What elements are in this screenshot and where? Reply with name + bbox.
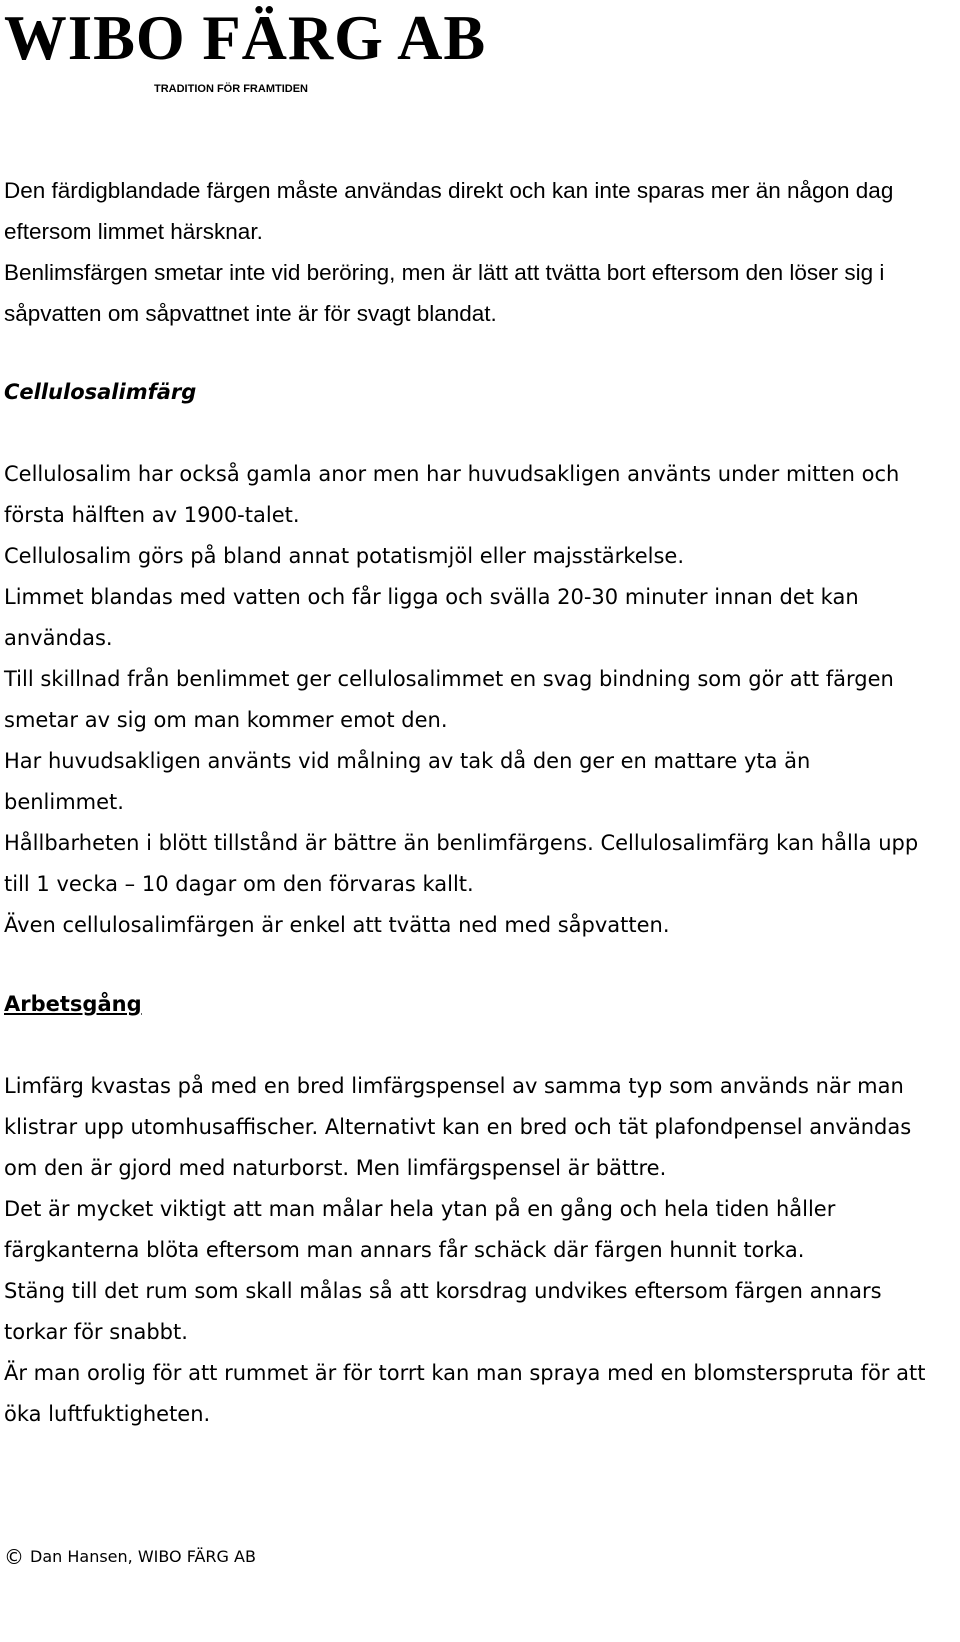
- section-heading-arbetsgang: Arbetsgång: [4, 992, 142, 1016]
- logo-tagline: TRADITION FÖR FRAMTIDEN: [154, 83, 308, 95]
- paragraph: Limfärg kvastas på med en bred limfärgspensel av samma typ som används när man klistrar upp utomhusaffischer. Alternativt kan en bred och tät plafondpensel användas om den är gjord med naturborst. Men limfärgspensel är bättre.: [4, 1074, 912, 1180]
- section-heading-cellulosalimfarg: Cellulosalimfärg: [4, 380, 197, 404]
- paragraph: Till skillnad från benlimmet ger cellulosalimmet en svag bindning som gör att färgen smetar av sig om man kommer emot den.: [4, 667, 894, 732]
- page-footer: [4, 1546, 256, 1568]
- cellulosa-section: [4, 454, 934, 946]
- copyright-icon: ©: [4, 1545, 24, 1569]
- paragraph: Den färdigblandade färgen måste användas direkt och kan inte sparas mer än någon dag eftersom limmet härsknar.: [4, 178, 894, 244]
- logo-wordmark: WIBO FÄRG AB: [4, 2, 487, 73]
- paragraph: Cellulosalim har också gamla anor men har huvudsakligen använts under mitten och första hälften av 1900-talet.: [4, 462, 900, 527]
- paragraph: Limmet blandas med vatten och får ligga och svälla 20-30 minuter innan det kan användas.: [4, 585, 859, 650]
- paragraph: Är man orolig för att rummet är för torrt kan man spraya med en blomsterspruta för att öka luftfuktigheten.: [4, 1361, 926, 1426]
- paragraph: Cellulosalim görs på bland annat potatismjöl eller majsstärkelse.: [4, 544, 685, 568]
- arbetsgang-section: [4, 1066, 934, 1435]
- paragraph: Benlimsfärgen smetar inte vid beröring, men är lätt att tvätta bort eftersom den löser sig i såpvatten om såpvattnet inte är för svagt blandat.: [4, 260, 885, 326]
- paragraph: Har huvudsakligen använts vid målning av tak då den ger en mattare yta än benlimmet.: [4, 749, 811, 814]
- paragraph: Även cellulosalimfärgen är enkel att tvätta ned med såpvatten.: [4, 913, 670, 937]
- paragraph: Stäng till det rum som skall målas så att korsdrag undvikes eftersom färgen annars torkar för snabbt.: [4, 1279, 882, 1344]
- paragraph: Det är mycket viktigt att man målar hela ytan på en gång och hela tiden håller färgkanterna blöta eftersom man annars får schäck där färgen hunnit torka.: [4, 1197, 836, 1262]
- paragraph: Hållbarheten i blött tillstånd är bättre än benlimfärgens. Cellulosalimfärg kan hålla upp till 1 vecka – 10 dagar om den förvaras kallt.: [4, 831, 919, 896]
- company-logo: [4, 2, 487, 102]
- footer-text: Dan Hansen, WIBO FÄRG AB: [30, 1547, 256, 1566]
- intro-section: [4, 170, 934, 334]
